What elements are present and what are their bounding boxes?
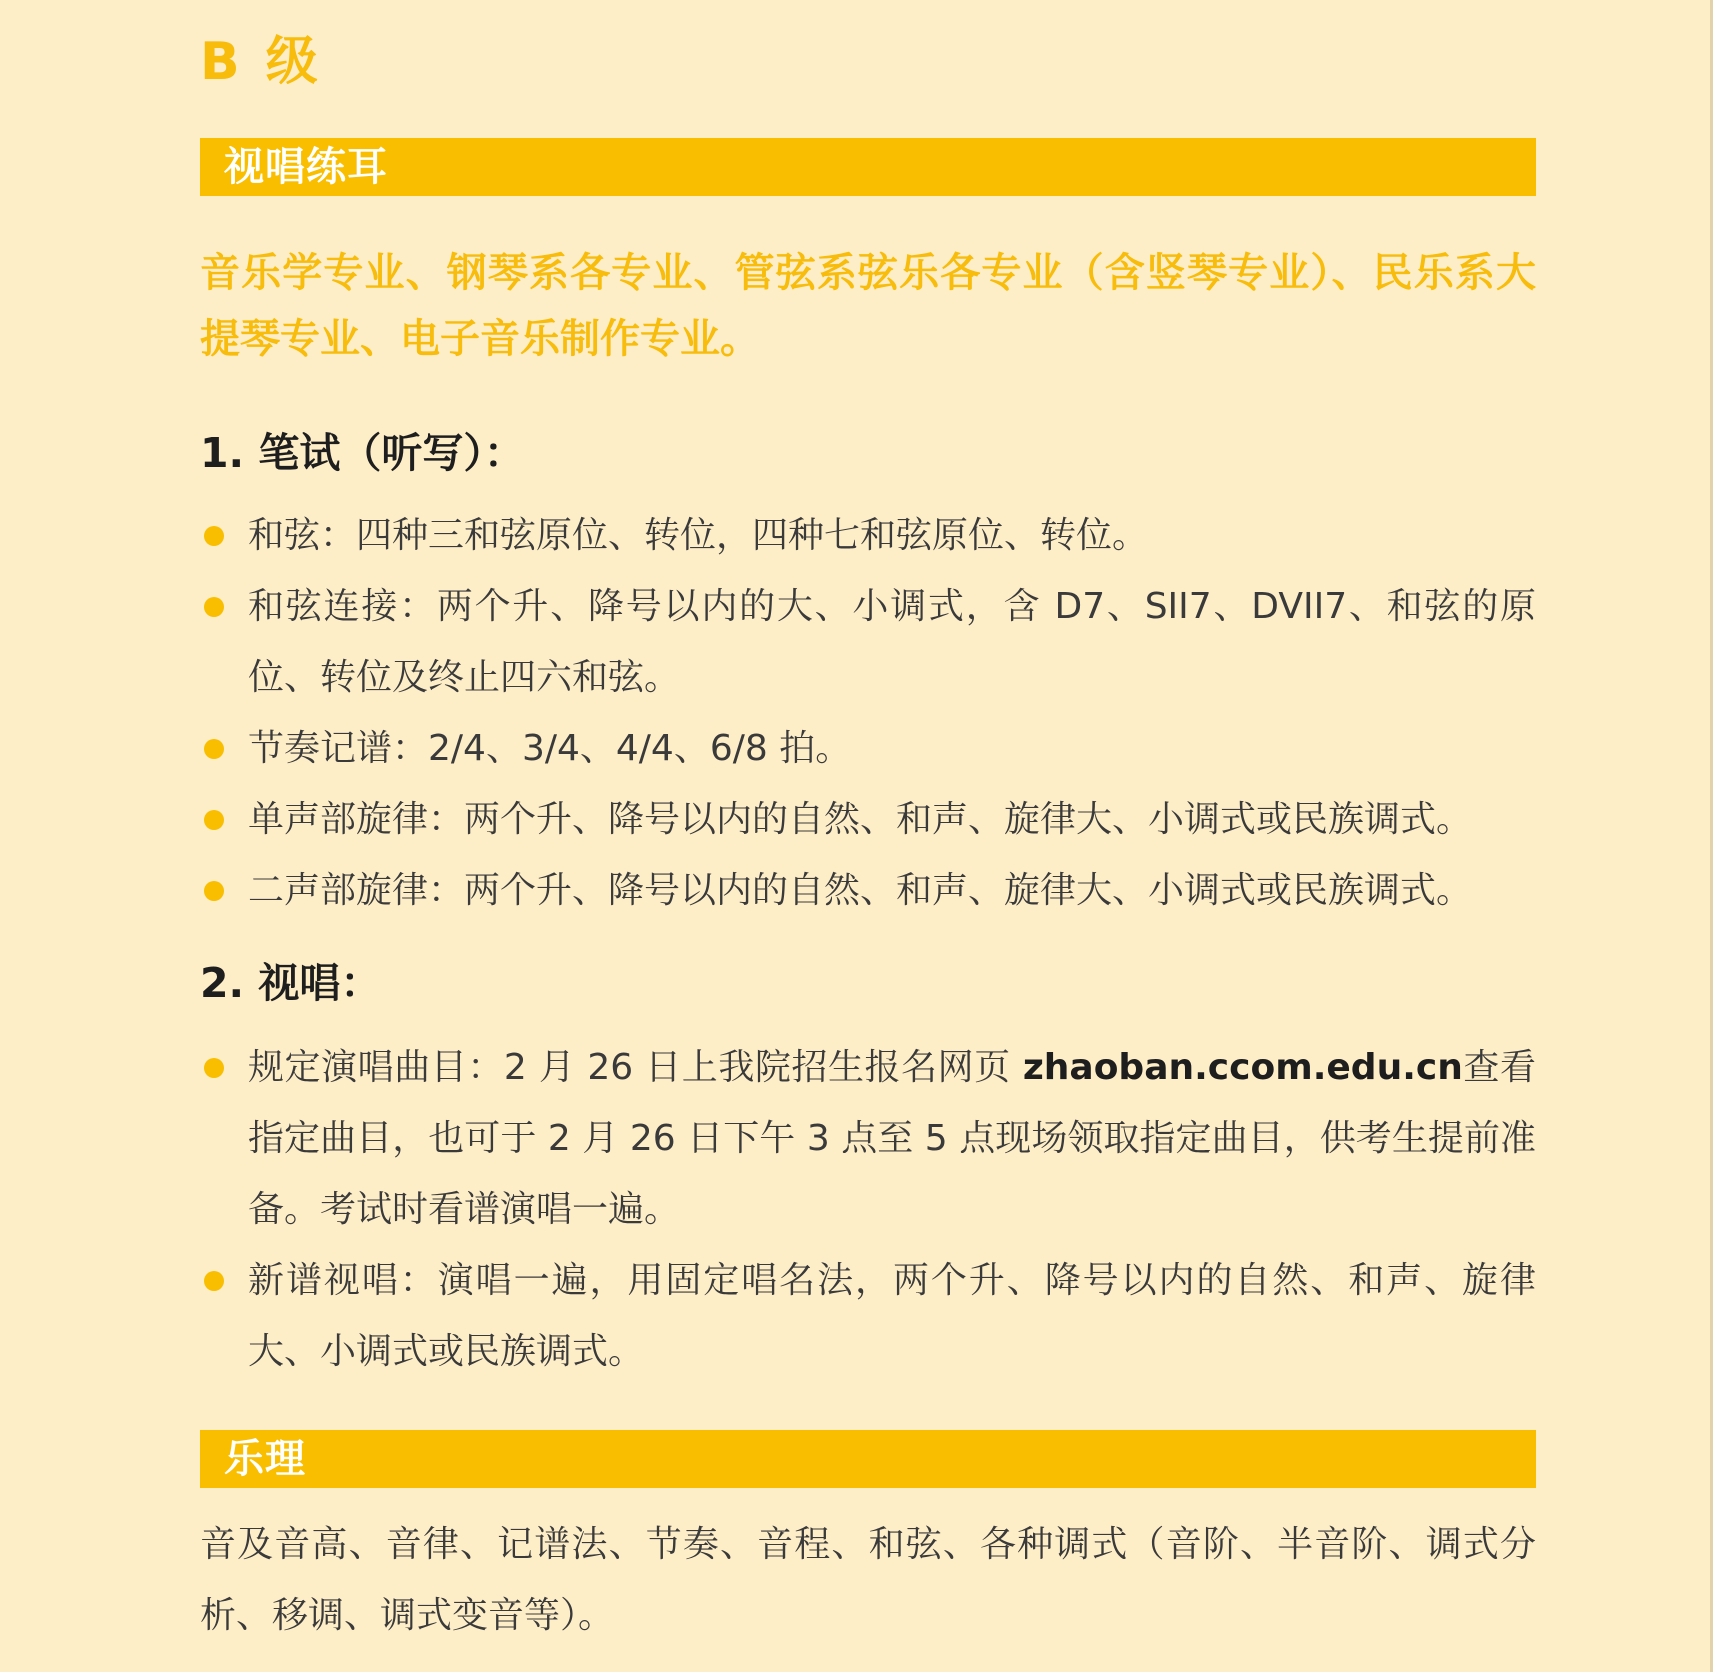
bullet-dot-icon [204, 597, 224, 617]
theory-content: 音及音高、音律、记谱法、节奏、音程、和弦、各种调式（音阶、半音阶、调式分析、移调、调式变音等）。 [200, 1524, 1536, 1636]
bullet-dot-icon [204, 810, 224, 830]
bullet-dot-icon [204, 1058, 224, 1078]
bullet-dot-icon [204, 1271, 224, 1291]
sight-singing-list [200, 1032, 1536, 1387]
section-title-theory: 乐理 [224, 1436, 306, 1482]
bullet-dot-icon [204, 881, 224, 901]
list-item [200, 855, 1536, 926]
list-item-text-before-url: 规定演唱曲目：2 月 26 日上我院招生报名网页 [248, 1047, 1023, 1088]
applicable-majors: 音乐学专业、钢琴系各专业、管弦系弦乐各专业（含竖琴专业）、民乐系大提琴专业、电子音乐制作专业。 [200, 250, 1536, 362]
heading-sight-singing: 2. 视唱： [200, 959, 382, 1007]
list-item [200, 500, 1536, 571]
list-item-text: 新谱视唱：演唱一遍，用固定唱名法，两个升、降号以内的自然、和声、旋律大、小调式或民族调式。 [248, 1260, 1536, 1372]
level-title: B 级 [200, 32, 322, 92]
list-item-text: 和弦：四种三和弦原位、转位，四种七和弦原位、转位。 [248, 515, 1149, 556]
written-exam-list [200, 500, 1536, 926]
registration-website-url: zhaoban.ccom.edu.cn [1022, 1047, 1463, 1088]
list-item-text: 单声部旋律：两个升、降号以内的自然、和声、旋律大、小调式或民族调式。 [248, 799, 1473, 840]
bullet-dot-icon [204, 739, 224, 759]
bullet-dot-icon [204, 526, 224, 546]
list-item-text: 节奏记谱：2/4、3/4、4/4、6/8 拍。 [248, 728, 852, 769]
list-item [200, 1032, 1536, 1245]
list-item [200, 571, 1536, 713]
list-item-text: 二声部旋律：两个升、降号以内的自然、和声、旋律大、小调式或民族调式。 [248, 870, 1473, 911]
list-item-text: 和弦连接：两个升、降号以内的大、小调式，含 D7、SII7、DVII7、和弦的原位、转位及终止四六和弦。 [248, 586, 1536, 698]
heading-written-exam: 1. 笔试（听写）： [200, 429, 525, 477]
list-item [200, 713, 1536, 784]
list-item-text-after-url: 查看指定曲目，也可于 2 月 26 日下午 3 点至 5 点现场领取指定曲目，供考生提前准备。考试时看谱演唱一遍。 [248, 1047, 1536, 1230]
list-item [200, 1245, 1536, 1387]
section-title-sight-singing: 视唱练耳 [224, 144, 388, 190]
section-bar-theory [200, 1430, 1536, 1488]
list-item [200, 784, 1536, 855]
section-bar-sight-singing [200, 138, 1536, 196]
